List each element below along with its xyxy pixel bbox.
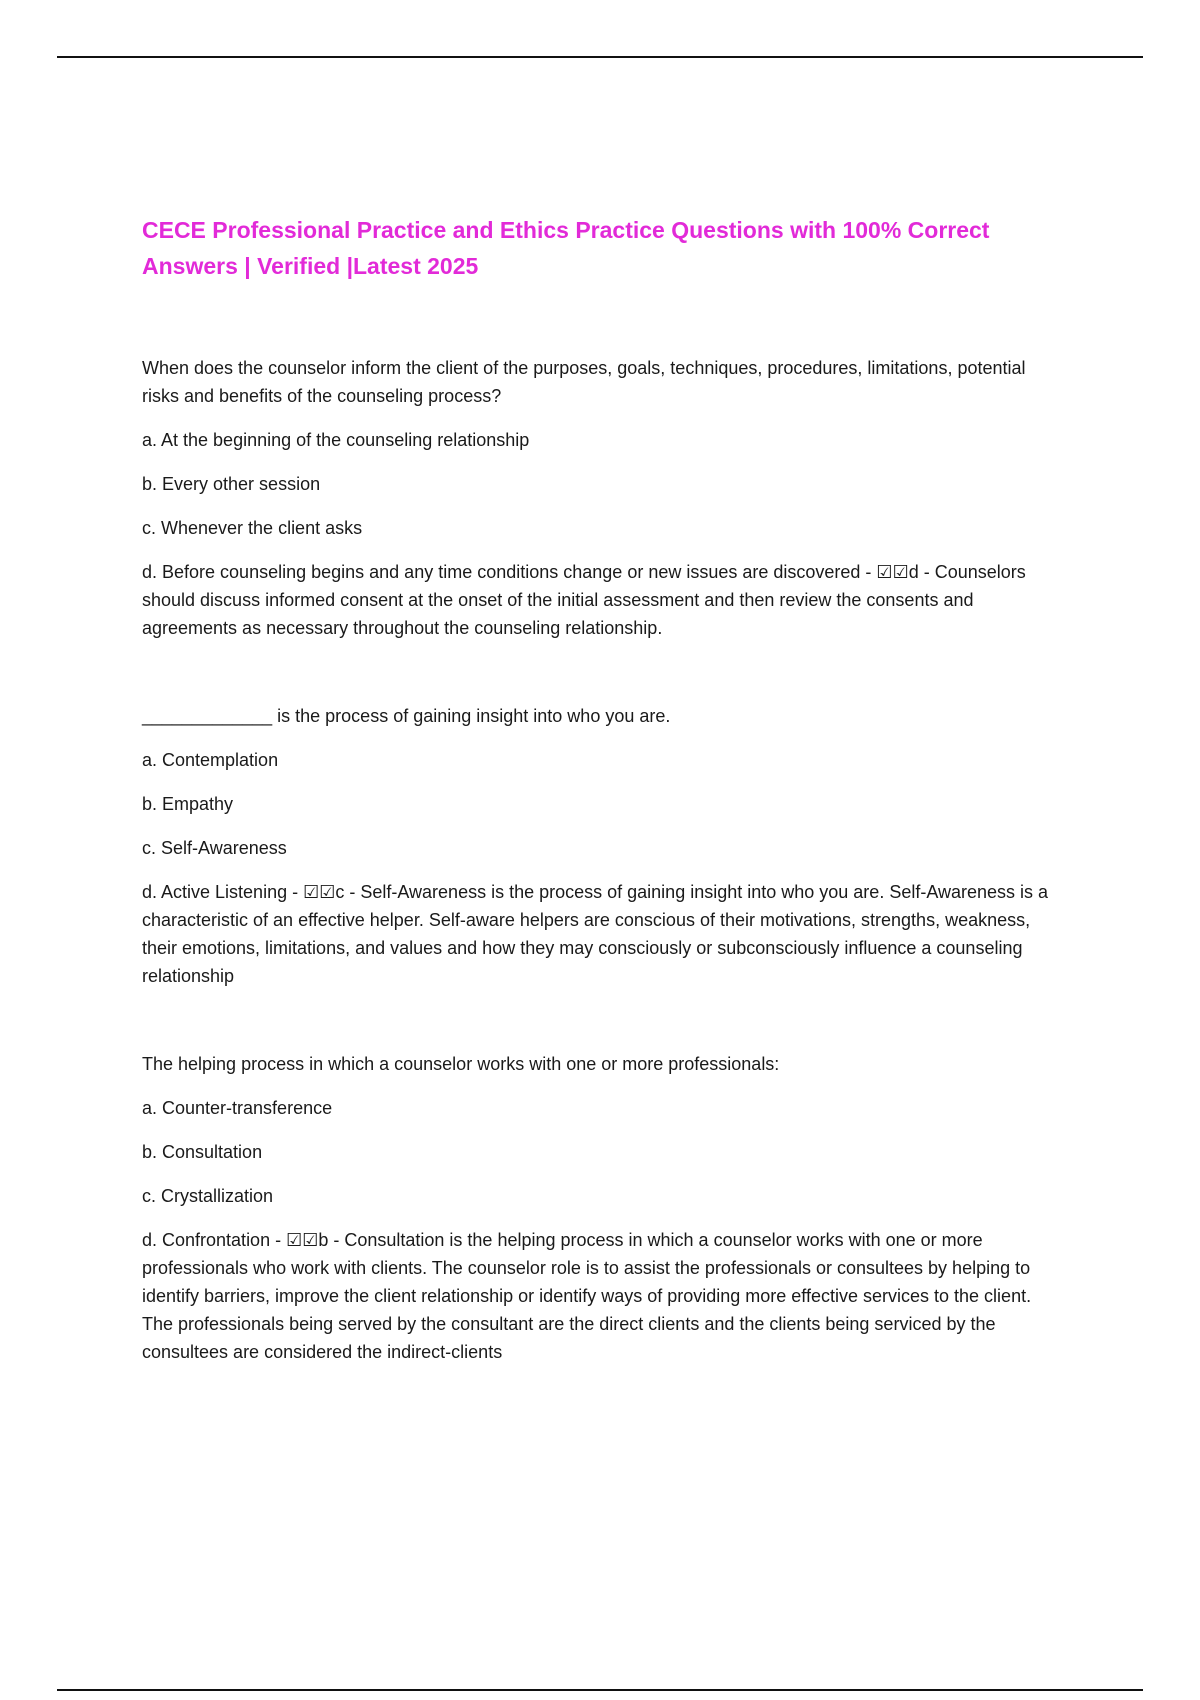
option-b: b. Consultation (142, 1142, 263, 1162)
question-prompt: When does the counselor inform the client of the purposes, goals, techniques, procedures, limitations, potential risks and benefits of the counseling process? (142, 358, 1026, 406)
option-a: a. Counter-transference (142, 1098, 333, 1118)
option-a: a. Contemplation (142, 750, 279, 770)
option-a: a. At the beginning of the counseling relationship (142, 430, 530, 450)
option-c: c. Self-Awareness (142, 838, 287, 858)
question-prompt: The helping process in which a counselor works with one or more professionals: (142, 1054, 780, 1074)
top-rule (57, 56, 1143, 58)
question-prompt: _____________ is the process of gaining insight into who you are. (142, 706, 671, 726)
document-body (142, 212, 1062, 1426)
option-c: c. Whenever the client asks (142, 518, 363, 538)
question-1 (142, 354, 1062, 642)
document-title: CECE Professional Practice and Ethics Practice Questions with 100% Correct Answers | Verified |Latest 2025 (142, 217, 990, 279)
option-d-answer: d. Confrontation - ☑☑b - Consultation is the helping process in which a counselor works with one or more professionals who work with clients. The counselor role is to assist the professionals or consultees by helping to identify barriers, improve the client relationship or identify ways of providing more effective services to the client. The professionals being served by the consultant are the direct clients and the clients being serviced by the consultees are considered the indirect-clients (142, 1230, 1032, 1362)
question-3 (142, 1050, 1062, 1366)
bottom-rule (57, 1689, 1143, 1691)
option-b: b. Every other session (142, 474, 321, 494)
option-c: c. Crystallization (142, 1186, 274, 1206)
question-2 (142, 702, 1062, 990)
option-d-answer: d. Before counseling begins and any time conditions change or new issues are discovered - ☑☑d - Counselors should discuss informed consent at the onset of the initial assessment and then review the consents and agreements as necessary throughout the counseling relationship. (142, 562, 1026, 638)
option-d-answer: d. Active Listening - ☑☑c - Self-Awareness is the process of gaining insight into who you are. Self-Awareness is a characteristic of an effective helper. Self-aware helpers are conscious of their motivations, strengths, weakness, their emotions, limitations, and values and how they may consciously or subconsciously influence a counseling relationship (142, 882, 1049, 986)
option-b: b. Empathy (142, 794, 234, 814)
